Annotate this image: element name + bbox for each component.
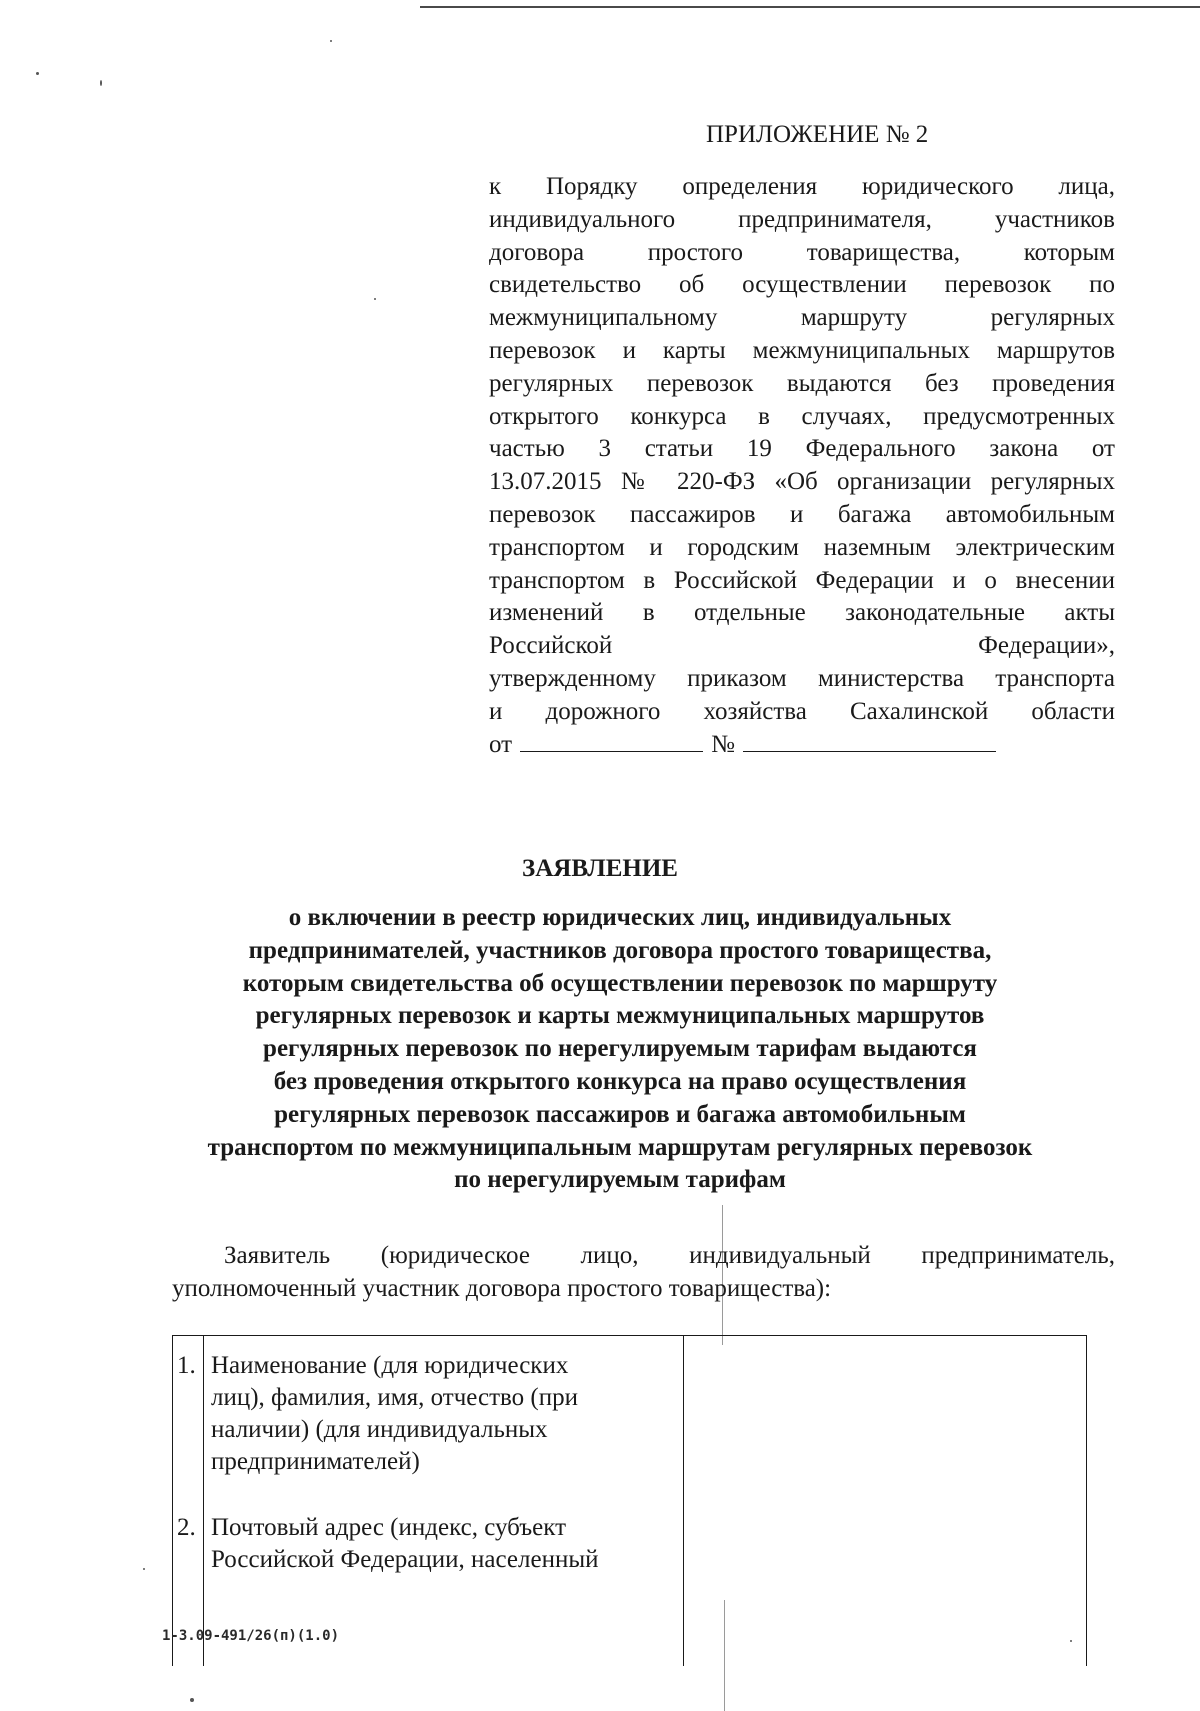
- subtitle-line: транспортом по межмуниципальным маршрутам регулярных перевозок: [207, 1133, 1033, 1161]
- row-label: Почтовый адрес (индекс, субъект Российской Федерации, населенный: [211, 1514, 599, 1573]
- scan-speck: [330, 40, 332, 42]
- annex-line: транспортом и городским наземным электрическим: [489, 533, 1115, 561]
- table-column-divider: [203, 1336, 204, 1666]
- annex-line: изменений в отдельные законодательные акты: [489, 599, 1115, 627]
- statement-subtitle: [150, 902, 1090, 1197]
- subtitle-line: регулярных перевозок и карты межмуниципальных маршрутов: [255, 1002, 985, 1030]
- row-label: Наименование (для юридических лиц), фамилия, имя, отчество (при наличии) (для индивидуальных предпринимателей): [211, 1352, 578, 1475]
- subtitle-line: которым свидетельства об осуществлении перевозок по маршруту: [242, 969, 998, 997]
- subtitle-line: без проведения открытого конкурса на право осуществления: [273, 1067, 967, 1095]
- subtitle-line: регулярных перевозок пассажиров и багажа автомобильным: [274, 1100, 966, 1128]
- annex-line: открытого конкурса в случаях, предусмотренных: [489, 402, 1115, 430]
- row-number: 2.: [177, 1514, 196, 1541]
- applicant-line: уполномоченный участник договора простого товарищества):: [172, 1274, 832, 1302]
- subtitle-line: регулярных перевозок по нерегулируемым тарифам выдаются: [263, 1035, 977, 1063]
- annex-line: 13.07.2015 № 220-ФЗ «Об организации регулярных: [489, 468, 1115, 496]
- document-code: 1-3.09-491/26(п)(1.0): [162, 1628, 340, 1644]
- subtitle-line: предпринимателей, участников договора простого товарищества,: [248, 936, 992, 964]
- applicant-line: Заявитель (юридическое лицо, индивидуальный предприниматель,: [224, 1242, 1115, 1269]
- annex-date-number-line: [489, 729, 1115, 762]
- annex-line: утвержденному приказом министерства транспорта: [489, 664, 1115, 692]
- annex-line: межмуниципальному маршруту регулярных: [489, 304, 1115, 332]
- annex-line: перевозок и карты межмуниципальных маршрутов: [489, 336, 1115, 364]
- annex-line: транспортом в Российской Федерации и о внесении: [489, 566, 1115, 594]
- statement-title: ЗАЯВЛЕНИЕ: [522, 855, 678, 882]
- annex-line: Российской Федерации»,: [489, 632, 1115, 660]
- row-number: 1.: [177, 1352, 196, 1379]
- scan-speck: [190, 1698, 194, 1702]
- annex-line: регулярных перевозок выдаются без проведения: [489, 369, 1115, 397]
- annex-line: свидетельство об осуществлении перевозок по: [489, 271, 1115, 299]
- application-form-table: [172, 1335, 1087, 1666]
- applicant-paragraph: [172, 1240, 1115, 1306]
- scan-speck: [36, 72, 39, 75]
- annex-line: к Порядку определения юридического лица,: [489, 173, 1115, 200]
- scan-top-rule: [420, 6, 1200, 8]
- scan-speck: [100, 80, 102, 86]
- annex-title: ПРИЛОЖЕНИЕ № 2: [706, 121, 929, 148]
- subtitle-line: о включении в реестр юридических лиц, индивидуальных: [288, 904, 952, 931]
- scan-speck: [143, 1568, 145, 1570]
- number-blank[interactable]: [743, 729, 996, 752]
- table-column-divider: [683, 1336, 684, 1666]
- number-prefix: №: [711, 730, 735, 758]
- annex-line: индивидуального предпринимателя, участников: [489, 205, 1115, 233]
- subtitle-line: по нерегулируемым тарифам: [454, 1166, 786, 1194]
- annex-line: и дорожного хозяйства Сахалинской области: [489, 697, 1115, 725]
- annex-text: [489, 171, 1115, 761]
- date-blank[interactable]: [520, 729, 703, 752]
- annex-line: частью 3 статьи 19 Федерального закона от: [489, 435, 1115, 463]
- scan-speck: [374, 298, 376, 300]
- annex-line: перевозок пассажиров и багажа автомобильным: [489, 500, 1115, 528]
- annex-line: договора простого товарищества, которым: [489, 238, 1115, 266]
- date-prefix: от: [489, 730, 513, 758]
